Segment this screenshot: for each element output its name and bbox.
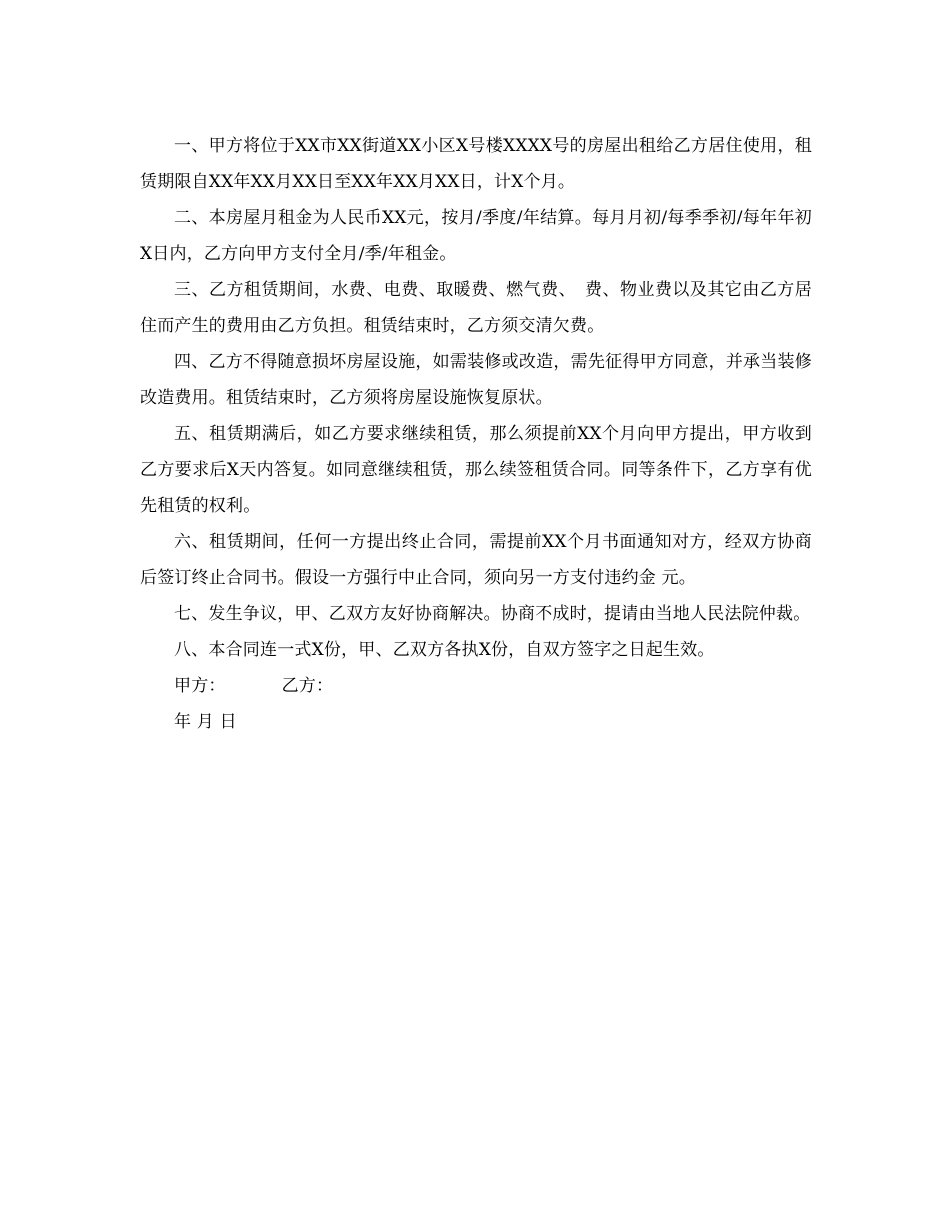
clause-6: 六、租赁期间，任何一方提出终止合同，需提前XX个月书面通知对方，经双方协商后签订终止合同书。假设一方强行中止合同，须向另一方支付违约金 元。 bbox=[140, 532, 812, 588]
clause-8: 八、本合同连一式X份，甲、乙双方各执X份，自双方签字之日起生效。 bbox=[174, 640, 715, 660]
clause-1: 一、甲方将位于XX市XX街道XX小区X号楼XXXX号的房屋出租给乙方居住使用，租赁期限自XX年XX月XX日至XX年XX月XX日，计X个月。 bbox=[140, 136, 812, 192]
contract-body bbox=[140, 128, 812, 740]
clause-4: 四、乙方不得随意损坏房屋设施，如需装修或改造，需先征得甲方同意，并承当装修改造费用。租赁结束时，乙方须将房屋设施恢复原状。 bbox=[140, 352, 812, 408]
clause-3: 三、乙方租赁期间，水费、电费、取暖费、燃气费、 费、物业费以及其它由乙方居住而产生的费用由乙方负担。租赁结束时，乙方须交清欠费。 bbox=[140, 280, 812, 336]
party-a-label: 甲方： bbox=[174, 676, 226, 696]
date-line: 年 月 日 bbox=[174, 712, 237, 732]
clause-5: 五、租赁期满后，如乙方要求继续租赁，那么须提前XX个月向甲方提出，甲方收到乙方要求后X天内答复。如同意继续租赁，那么续签租赁合同。同等条件下，乙方享有优先租赁的权利。 bbox=[140, 424, 812, 516]
clause-7: 七、发生争议，甲、乙双方友好协商解决。协商不成时，提请由当地人民法院仲裁。 bbox=[174, 604, 811, 624]
party-b-label: 乙方： bbox=[281, 676, 334, 696]
clause-2: 二、本房屋月租金为人民币XX元，按月/季度/年结算。每月月初/每季季初/每年年初X日内，乙方向甲方支付全月/季/年租金。 bbox=[140, 208, 812, 264]
signature-row bbox=[140, 668, 812, 704]
